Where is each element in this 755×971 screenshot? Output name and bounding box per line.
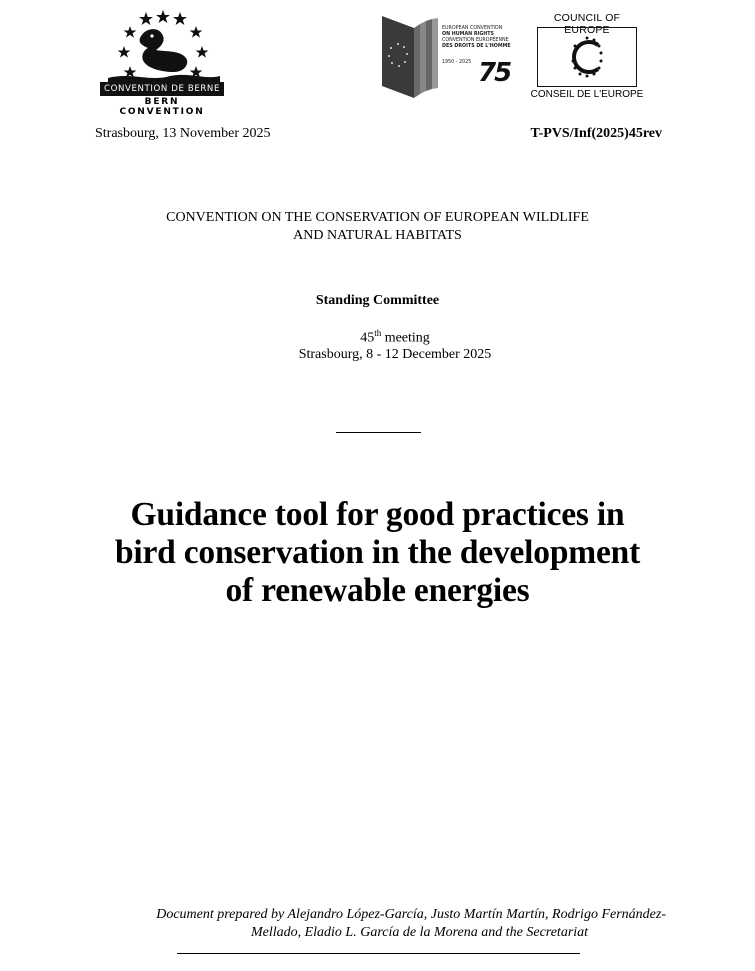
council-of-europe-logo: [530, 12, 644, 102]
footer-rule: [177, 953, 580, 954]
coe-logo-title-en: COUNCIL OF EUROPE: [553, 12, 621, 36]
echr-logo-text: EUROPEAN CONVENTION ON HUMAN RIGHTS CONVENTION EUROPÉENNE DES DROITS DE L'HOMME: [442, 26, 511, 49]
coe-logo-frame: [537, 27, 637, 87]
separator-rule: [336, 432, 421, 433]
bern-convention-logo: [100, 10, 226, 117]
document-title-line-2: bird conservation in the development: [114, 534, 641, 571]
otter-stars-emblem-icon: [100, 10, 226, 82]
authors-line-1: Document prepared by Alejandro López-García, Justo Martín Martín, Rodrigo Fernández-: [156, 907, 666, 922]
document-reference: T-PVS/Inf(2025)45rev: [530, 126, 662, 141]
echr-logo-anniversary: 75: [478, 58, 511, 88]
coe-stars-c-emblem-icon: [538, 28, 636, 86]
document-place-date: Strasbourg, 13 November 2025: [95, 126, 271, 141]
convention-name-line-2: AND NATURAL HABITATS: [293, 227, 462, 243]
document-title-line-1: Guidance tool for good practices in: [130, 496, 625, 533]
meeting-venue-dates: Strasbourg, 8 - 12 December 2025: [298, 347, 492, 362]
echr-75-logo: [380, 14, 520, 100]
meeting-number: 45th meeting: [360, 328, 430, 346]
convention-name: [0, 209, 755, 244]
convention-name-line-1: CONVENTION ON THE CONSERVATION OF EUROPEAN WILDLIFE: [166, 210, 589, 225]
echr-logo-years: 1950 - 2025: [442, 60, 472, 65]
document-title-line-3: of renewable energies: [225, 572, 530, 609]
bern-logo-caption: BERN CONVENTION: [119, 97, 205, 117]
document-authors: [118, 906, 666, 941]
committee-name: Standing Committee: [315, 293, 440, 308]
bern-logo-band: CONVENTION DE BERNE: [100, 82, 224, 96]
document-title: [0, 496, 755, 610]
authors-line-2: Mellado, Eladio L. García de la Morena and the Secretariat: [250, 924, 589, 940]
book-pages-icon: [380, 14, 442, 100]
coe-logo-title-fr: CONSEIL DE L'EUROPE: [530, 89, 644, 100]
